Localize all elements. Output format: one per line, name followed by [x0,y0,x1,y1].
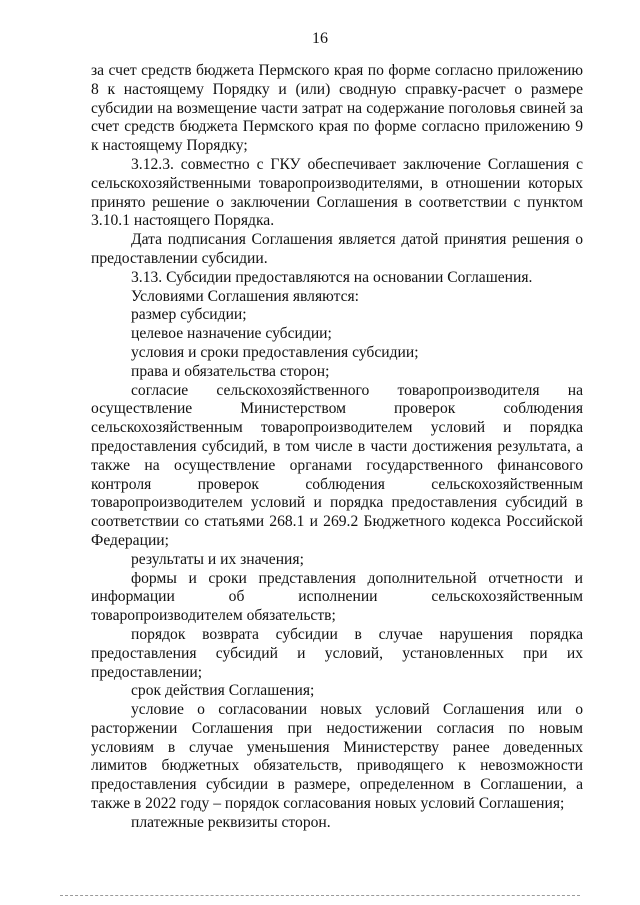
page-number: 16 [312,30,328,47]
list-item-payment-details: платежные реквизиты сторон. [131,813,331,831]
document-body [91,62,583,833]
paragraph-3-13: 3.13. Субсидии предоставляются на основании Соглашения. [131,268,533,286]
paragraph-3-12-3: 3.12.3. совместно с ГКУ обеспечивает заключение Соглашения с сельскохозяйственными товаропроизводителями, в отношении которых принято решение о заключении Соглашения в соответствии с пунктом 3.10.1 настоящего Порядка. [91,155,583,230]
list-item-validity-term: срок действия Соглашения; [131,682,315,700]
list-item-refund-procedure: порядок возврата субсидии в случае нарушения порядка предоставления субсидий и условий, установленных при их предоставлении; [91,625,583,681]
paragraph-signing-date: Дата подписания Соглашения является датой принятия решения о предоставлении субсидии. [91,231,583,267]
list-item-subsidy-amount: размер субсидии; [131,306,247,324]
paragraph-conditions-heading: Условиями Соглашения являются: [131,287,360,305]
bottom-scan-edge [60,895,580,896]
list-item-results: результаты и их значения; [131,550,304,568]
list-item-new-conditions: условие о согласовании новых условий Соглашения или о расторжении Соглашения при недостижении согласия по новым условиям в случае уменьшения Министерству ранее доведенных лимитов бюджетных обязательств, приводящего к невозможности предоставления субсидии в размере, определенном в Соглашении, а также в 2022 году – порядок согласования новых условий Соглашения; [91,701,583,813]
list-item-reporting: формы и сроки представления дополнительной отчетности и информации об исполнении сельскохозяйственным товаропроизводителем обязательств; [91,569,583,625]
list-item-purpose: целевое назначение субсидии; [131,325,332,343]
list-item-conditions-terms: условия и сроки предоставления субсидии; [131,343,419,361]
paragraph-continuation: за счет средств бюджета Пермского края по форме согласно приложению 8 к настоящему Порядку и (или) сводную справку-расчет о размере субсидии на возмещение части затрат на содержание поголовья свиней за счет средств бюджета Пермского края по форме согласно приложению 9 к настоящему Порядку; [91,62,583,155]
list-item-rights-obligations: права и обязательства сторон; [131,362,330,380]
list-item-consent-inspections: согласие сельскохозяйственного товаропроизводителя на осуществление Министерством проверок соблюдения сельскохозяйственным товаропроизводителем условий и порядка предоставления субсидий, в том числе в части достижения результата, а также на осуществление органами государственного финансового контроля проверок соблюдения сельскохозяйственным товаропроизводителем условий и порядка предоставления субсидий в соответствии со статьями 268.1 и 269.2 Бюджетного кодекса Российской Федерации; [91,381,583,549]
